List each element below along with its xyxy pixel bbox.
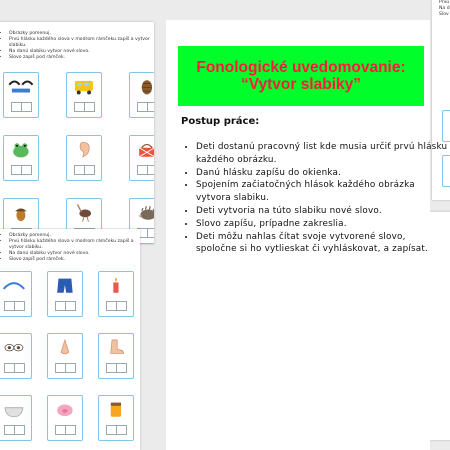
picture-card [66, 135, 102, 181]
procedure-heading: Postup práce: [181, 116, 260, 127]
instruction-item: • Slov [439, 12, 450, 18]
picnic-basket-icon [134, 140, 154, 159]
bus-icon [71, 77, 97, 96]
instruction-item: • Prvú hlásku každého slova v modrom rámčeku zapíš a vytvor slabiku. [9, 37, 154, 49]
answer-boxes [55, 425, 74, 435]
answer-boxes [11, 102, 30, 112]
answer-boxes [74, 102, 93, 112]
procedure-step: • Deti môžu nahlas čítat svoje vytvorené slovo, spoločne si ho vytlieskat či vyhláskovat, a zapísat. [196, 231, 448, 257]
procedure-step: • Danú hlásku zapíšu do okienka. [196, 167, 448, 180]
hedgehog-icon [134, 203, 154, 222]
procedure-step: • Spojením začiatočných hlások každého obrázka vytvora slabiku. [196, 179, 448, 205]
candle-icon [103, 276, 129, 295]
picture-card [98, 395, 134, 441]
foot-icon [103, 338, 129, 357]
picture-card [98, 271, 134, 317]
title-line-2: “Vytvor slabiky” [240, 76, 362, 93]
shorts-icon [52, 276, 78, 295]
picture-card [66, 72, 102, 118]
procedure-step: • Deti dostanú pracovný list kde musia určiť prvú hlásku každého obrázku. [196, 141, 448, 167]
answer-boxes [106, 301, 125, 311]
answer-boxes [4, 425, 23, 435]
answer-boxes [4, 301, 23, 311]
ostrich-icon [71, 203, 97, 222]
answer-boxes [11, 165, 30, 175]
instruction-item: • Na d [439, 6, 450, 12]
pig-icon [52, 400, 78, 419]
procedure-step: • Deti vytvoria na túto slabiku nové slovo. [196, 205, 448, 218]
procedure-steps [184, 141, 448, 256]
worksheet-instructions [0, 233, 140, 263]
nose-icon [52, 338, 78, 357]
pinecone-icon [134, 77, 154, 96]
picture-card [0, 333, 32, 379]
bowl-icon [1, 400, 27, 419]
page-title [178, 46, 424, 106]
answer-boxes [106, 363, 125, 373]
picture-card [0, 395, 32, 441]
picture-icon [8, 77, 34, 96]
picture-card [442, 110, 450, 142]
instruction-item: • Na danú slabiku vytvor nové slovo. [9, 251, 140, 257]
worksheet-top-left [0, 22, 154, 244]
instruction-item: • Slovo zapíš pod rámček. [9, 55, 154, 61]
picture-card-grid [3, 72, 154, 244]
picture-card [47, 395, 83, 441]
instruction-item: • Prvú [439, 0, 450, 6]
honey-jar-icon [103, 400, 129, 419]
instruction-item: • Slovo zapíš pod rámček. [9, 257, 140, 263]
picture-card [129, 72, 154, 118]
picture-card-grid [0, 271, 134, 441]
answer-boxes [55, 363, 74, 373]
instruction-item: • Na danú slabiku vytvor nové slovo. [9, 49, 154, 55]
worksheet-bottom-left [0, 229, 140, 450]
ear-icon [71, 140, 97, 159]
procedure-step: • Slovo zapíšu, prípadne zakreslia. [196, 218, 448, 231]
instruction-item: • Obrázky pomenuj. [9, 233, 140, 239]
answer-boxes [4, 363, 23, 373]
picture-card [98, 333, 134, 379]
picture-card [129, 135, 154, 181]
eyes-icon [1, 338, 27, 357]
picture-icon [1, 276, 27, 295]
picture-card [47, 271, 83, 317]
answer-boxes [74, 165, 93, 175]
picture-card [0, 271, 32, 317]
worksheet-instructions [0, 31, 154, 61]
instruction-item: • Obrázky pomenuj. [9, 31, 154, 37]
answer-boxes [137, 102, 154, 112]
picture-card [47, 333, 83, 379]
answer-boxes [106, 425, 125, 435]
title-line-1: Fonologické uvedomovanie: [196, 59, 406, 76]
answer-boxes [137, 165, 154, 175]
acorn-icon [8, 203, 34, 222]
instruction-item: • Prvú hlásku každého slova v modrom rámčeku zapíš a vytvor slabiku. [9, 239, 140, 251]
picture-card [3, 135, 39, 181]
frog-icon [8, 140, 34, 159]
picture-card [3, 72, 39, 118]
answer-boxes [55, 301, 74, 311]
worksheet-instructions [432, 0, 450, 18]
